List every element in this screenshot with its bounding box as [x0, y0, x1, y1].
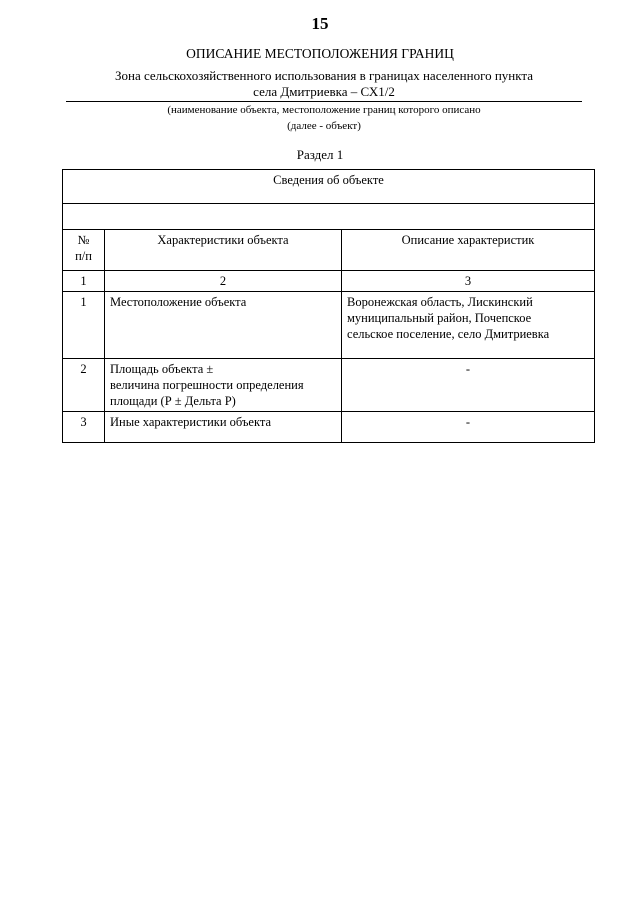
row-number: 2 — [63, 359, 105, 412]
header-num-line-1: № — [77, 233, 90, 247]
table-row — [63, 412, 595, 443]
description-line: сельское поселение, село Дмитриевка — [347, 327, 550, 341]
object-name-line-2: села Дмитриевка – СХ1/2 — [253, 84, 395, 99]
page-number: 15 — [311, 14, 329, 33]
caption-line-2: (далее - объект) — [287, 120, 361, 132]
table-title-row — [63, 170, 595, 204]
row-characteristic: Иные характеристики объекта — [105, 412, 342, 443]
header-characteristics: Характеристики объекта — [105, 230, 342, 271]
section-label: Раздел 1 — [296, 147, 344, 162]
characteristic-line: Площадь объекта ± — [110, 362, 214, 376]
characteristic-line: площади (Р ± Дельта Р) — [110, 394, 236, 408]
row-description — [342, 292, 595, 359]
row-characteristic: Местоположение объекта — [105, 292, 342, 359]
column-number: 1 — [63, 271, 105, 292]
row-description: - — [342, 412, 595, 443]
column-number-row — [63, 271, 595, 292]
table-row — [63, 292, 595, 359]
column-number: 3 — [342, 271, 595, 292]
header-num — [63, 230, 105, 271]
row-description: - — [342, 359, 595, 412]
table-header-row — [63, 230, 595, 271]
characteristic-line: величина погрешности определения — [110, 378, 304, 392]
header-num-line-2: п/п — [75, 249, 92, 263]
table-title: Сведения об объекте — [63, 170, 595, 204]
table-empty-row — [63, 204, 595, 230]
row-characteristic — [105, 359, 342, 412]
row-number: 1 — [63, 292, 105, 359]
row-number: 3 — [63, 412, 105, 443]
description-line: Воронежская область, Лискинский — [347, 295, 533, 309]
header-description: Описание характеристик — [342, 230, 595, 271]
object-name-line-1: Зона сельскохозяйственного использования в границах населенного пункта — [114, 68, 533, 83]
object-info-table — [62, 169, 595, 443]
document-heading: ОПИСАНИЕ МЕСТОПОЛОЖЕНИЯ ГРАНИЦ — [186, 46, 454, 61]
empty-cell — [63, 204, 595, 230]
description-line: муниципальный район, Почепское — [347, 311, 532, 325]
caption-line-1: (наименование объекта, местоположение границ которого описано — [167, 104, 481, 116]
underline-rule — [66, 101, 582, 102]
table-row — [63, 359, 595, 412]
column-number: 2 — [105, 271, 342, 292]
